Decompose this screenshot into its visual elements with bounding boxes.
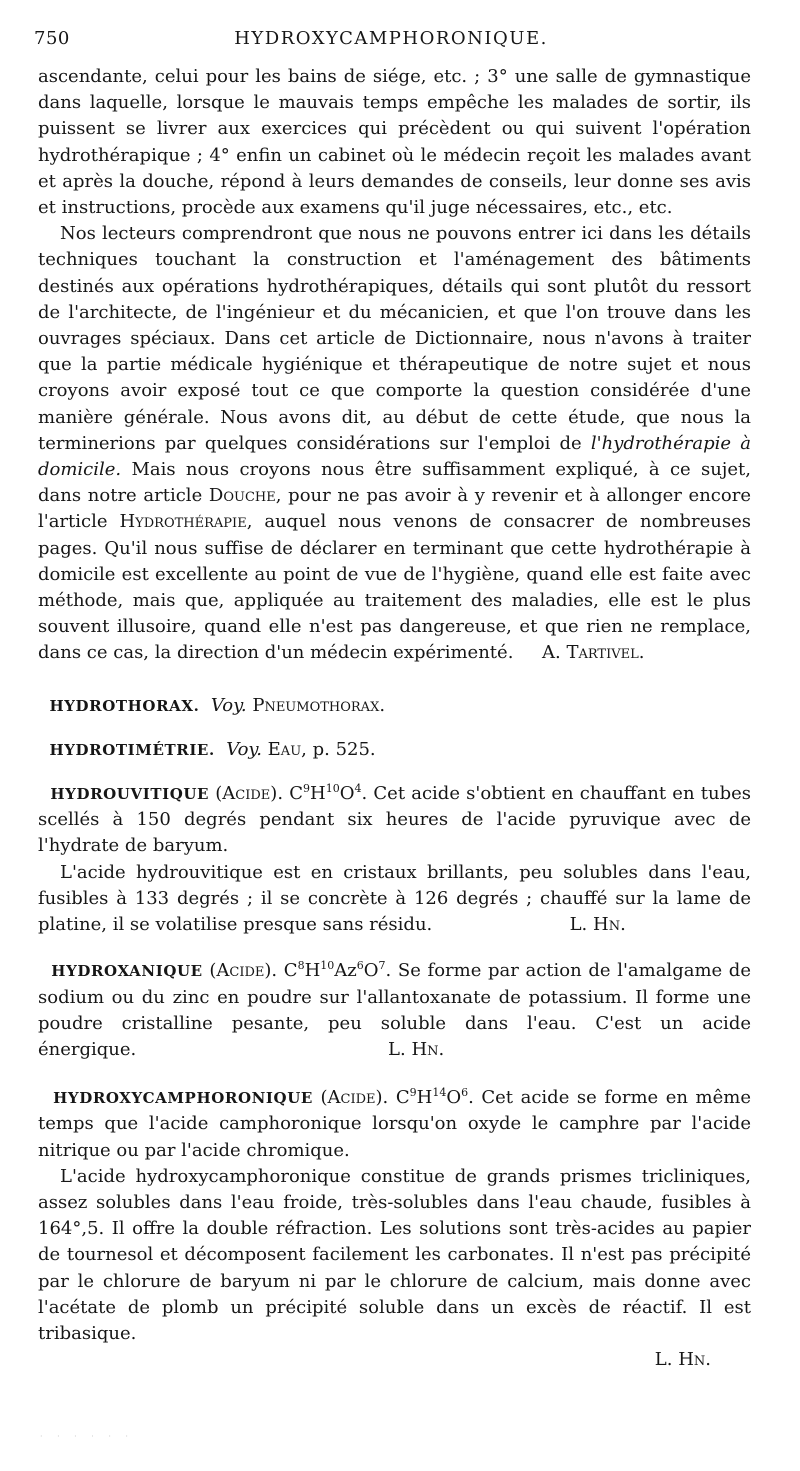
page-header [34, 28, 748, 56]
chemical-formula [284, 960, 386, 981]
entry-type: (Acide). [215, 783, 284, 805]
entry-text: . Cet acide s'obtient en chauffant en tubes scellés à 150 degrés pendant six heures de l'acide pyruvique avec de l'hydrate de baryum. [38, 783, 751, 857]
entry-headword: HYDROUVITIQUE [50, 785, 210, 804]
entry-text: . Cet acide se forme en même temps que l'acide camphoronique lorsqu'on oxyde le camphre par l'acide nitrique ou par l'acide chromique. [38, 1087, 752, 1161]
italic-phrase: l'hydrothérapie à domicile. [38, 432, 751, 481]
formula-index: 7 [378, 959, 386, 973]
entry-type: (Acide). [320, 1087, 389, 1109]
entry-hydroxycamphoronique [38, 1085, 751, 1164]
formula-element: C [283, 960, 298, 982]
author-signature: L. Hn. [654, 1349, 711, 1371]
entry-hydroxanique [38, 958, 751, 1063]
running-title: HYDROXYCAMPHORONIQUE. [234, 28, 548, 49]
formula-index: 8 [297, 959, 305, 973]
entry-hydrotimetrie [38, 737, 751, 763]
entry-headword: HYDROTIMÉTRIE. [49, 740, 215, 759]
chemical-formula [289, 783, 361, 804]
formula-element: C [395, 1087, 410, 1109]
entry-paragraph [38, 860, 751, 939]
cross-reference: Hydrothérapie [119, 511, 247, 533]
formula-element: H [310, 783, 326, 805]
formula-index: 9 [409, 1086, 417, 1100]
formula-index: 6 [356, 959, 364, 973]
formula-element: H [416, 1087, 433, 1109]
formula-index: 10 [320, 959, 335, 973]
voy-label: Voy. [226, 738, 262, 760]
paragraph-text: , pour ne pas avoir à y revenir et à allonger encore l'article [38, 485, 751, 533]
cross-reference: Pneumothorax. [252, 694, 386, 716]
paragraph-text: , auquel nous venons de consacrer de nombreuses pages. Qu'il nous suffise de déclarer en terminant que cette hydrothérapie à domicile est excellente au point de vue de l'hygiène, quand elle est faite avec méthode, mais que, appliquée au traitement des maladies, elle est le plus souvent illusoire, quand elle n'est pas dangereuse, et que rien ne remplace, dans ce cas, la direction d'un médecin expérimenté. [38, 511, 752, 664]
entry-hydrouvitique [38, 781, 751, 860]
scan-artifact-marks: · · · · · · [40, 1432, 134, 1441]
entry-paragraph [38, 1164, 751, 1347]
page-reference: , p. 525. [301, 738, 376, 760]
paragraph-closing [38, 221, 751, 666]
page-body [38, 64, 751, 1373]
entry-text: L'acide hydroxycamphoronique constitue de grands prismes tricliniques, assez solubles dans l'eau froide, très-solubles dans l'eau chaude, fusibles à 164°,5. Il offre la double réfraction. Les solutions sont très-acides au papier de tournesol et décomposent facilement les carbonates. Il n'est pas précipité par le chlorure de baryum ni par le chlorure de calcium, mais donne avec l'acétate de plomb un précipité soluble dans un excès de réactif. Il est tribasique. [38, 1165, 751, 1344]
entry-headword: HYDROXANIQUE [51, 962, 203, 981]
entry-type: (Acide). [209, 960, 278, 982]
formula-index: 14 [432, 1086, 447, 1100]
paragraph-text: Mais nous croyons nous être suffisamment expliqué, à ce sujet, dans notre article [38, 459, 751, 507]
voy-label: Voy. [210, 694, 247, 716]
formula-index: 10 [325, 782, 340, 796]
author-signature: L. Hn. [388, 1038, 445, 1060]
signature-row [38, 1347, 751, 1373]
formula-index: 6 [461, 1086, 469, 1100]
entry-text: . Se forme par action de l'amalgame de sodium ou du zinc en poudre sur l'allantoxanate de potassium. Il forme une poudre cristalline pesante, peu soluble dans l'eau. C'est un acide énergique. [38, 960, 751, 1060]
cross-reference: Douche [208, 485, 276, 507]
chemical-formula [396, 1087, 468, 1108]
entry-headword: HYDROTHORAX. [49, 696, 200, 715]
entry-text: L'acide hydrouvitique est en cristaux brillants, peu solubles dans l'eau, fusibles à 133 degrés ; il se concrète à 126 degrés ; chauffé sur la lame de platine, il se volatilise presque sans résidu. [38, 861, 751, 936]
paragraph-continuation: ascendante, celui pour les bains de siége, etc. ; 3° une salle de gymnastique dans laquelle, lorsque le mauvais temps empêche les malades de sortir, ils puissent se livrer aux exercices qui précèdent ou qui suivent l'opération hydrothérapique ; 4° enfin un cabinet où le médecin reçoit les malades avant et après la douche, répond à leurs demandes de conseils, leur donne ses avis et instructions, procède aux examens qu'il juge nécessaires, etc., etc. [38, 66, 751, 219]
formula-element: O [363, 960, 379, 982]
formula-element: Az [334, 960, 357, 982]
formula-element: O [339, 783, 355, 805]
formula-index: 9 [303, 782, 311, 796]
author-signature: L. Hn. [569, 914, 626, 936]
author-signature: A. Tartivel. [542, 642, 645, 664]
cross-reference: Eau [267, 738, 302, 760]
formula-element: O [446, 1087, 462, 1109]
entry-headword: HYDROXYCAMPHORONIQUE [53, 1089, 313, 1108]
formula-index: 4 [354, 782, 362, 796]
formula-element: C [289, 783, 304, 805]
paragraph-text: Nos lecteurs comprendront que nous ne pouvons entrer ici dans les détails techniques touchant la construction et l'aménagement des bâtiments destinés aux opérations hydrothérapiques, détails qui sont plutôt du ressort de l'architecte, de l'ingénieur et du mécanicien, et que l'on trouve dans les ouvrages spéciaux. Dans cet article de Dictionnaire, nous n'avons à traiter que la partie médicale hygiénique et thérapeutique de notre sujet et nous croyons avoir exposé tout ce que comporte la question considérée d'une manière générale. Nous avons dit, au début de cette étude, que nous la terminerions par quelques considérations sur l'emploi de [38, 223, 751, 454]
formula-element: H [304, 960, 321, 982]
page-number: 750 [34, 28, 70, 49]
entry-hydrothorax [38, 693, 751, 719]
